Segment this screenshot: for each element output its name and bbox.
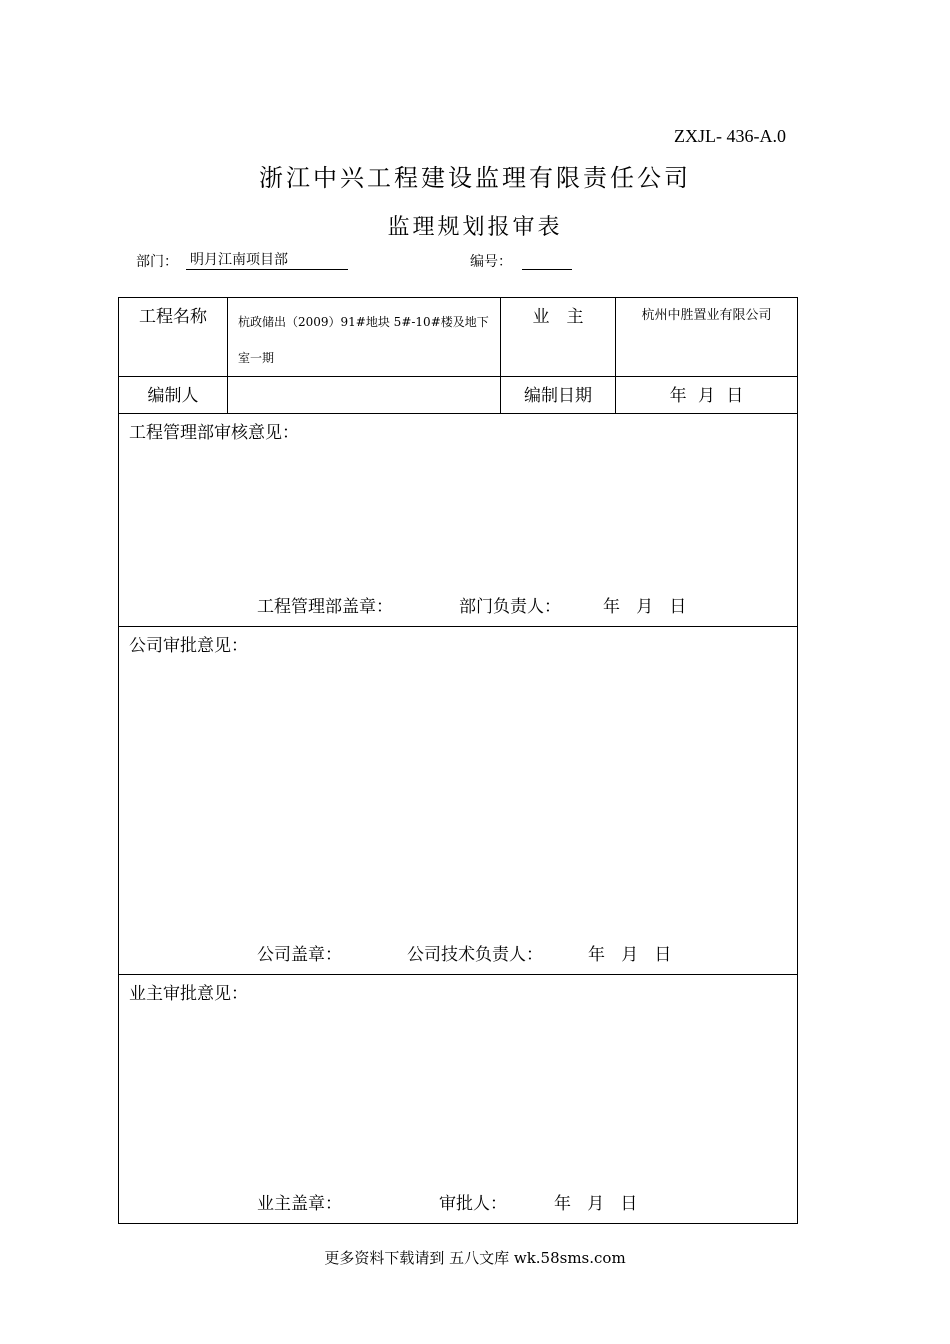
compile-date-value: 年 月 日: [616, 377, 798, 414]
compile-date-label: 编制日期: [501, 377, 616, 414]
dept-review-section: [119, 414, 798, 627]
owner-seal-label: 业主盖章：: [257, 1194, 342, 1214]
company-approval-section: [119, 627, 798, 975]
company-approval-heading: 公司审批意见：: [129, 636, 248, 656]
compiler-value: [228, 377, 501, 414]
owner-approval-row: [119, 975, 798, 1224]
dept-signer-label: 部门负责人：: [459, 597, 561, 617]
approval-form-table: [118, 297, 798, 1224]
dept-review-heading: 工程管理部审核意见：: [129, 423, 299, 443]
form-title: 监理规划报审表: [387, 215, 563, 240]
dept-seal-label: 工程管理部盖章：: [257, 597, 393, 617]
company-approval-row: [119, 627, 798, 975]
dept-date: 年 月 日: [603, 597, 687, 617]
company-date: 年 月 日: [588, 945, 672, 965]
project-name-label: 工程名称: [119, 298, 228, 377]
owner-label: 业 主: [501, 298, 616, 377]
project-row: [119, 298, 798, 377]
owner-approval-heading: 业主审批意见：: [129, 984, 248, 1004]
compiler-row: [119, 377, 798, 414]
company-signer-label: 公司技术负责人：: [407, 945, 543, 965]
company-seal-label: 公司盖章：: [257, 945, 342, 965]
number-field: [522, 251, 572, 270]
footer-text: 更多资料下载请到 五八文库 wk.58sms.com: [324, 1249, 626, 1267]
owner-signer-label: 审批人：: [439, 1194, 507, 1214]
owner-date: 年 月 日: [554, 1194, 638, 1214]
dept-label: 部门：: [136, 254, 178, 270]
compiler-label: 编制人: [119, 377, 228, 414]
project-name-value: 杭政储出（2009）91#地块 5#-10#楼及地下室一期: [228, 298, 501, 377]
owner-approval-section: [119, 975, 798, 1224]
dept-review-row: [119, 414, 798, 627]
company-title: 浙江中兴工程建设监理有限责任公司: [259, 164, 691, 192]
owner-value: 杭州中胜置业有限公司: [616, 298, 798, 377]
document-code: ZXJL- 436-A.0: [674, 126, 786, 146]
dept-value: 明月江南项目部: [186, 251, 348, 270]
number-label: 编号：: [470, 254, 512, 270]
